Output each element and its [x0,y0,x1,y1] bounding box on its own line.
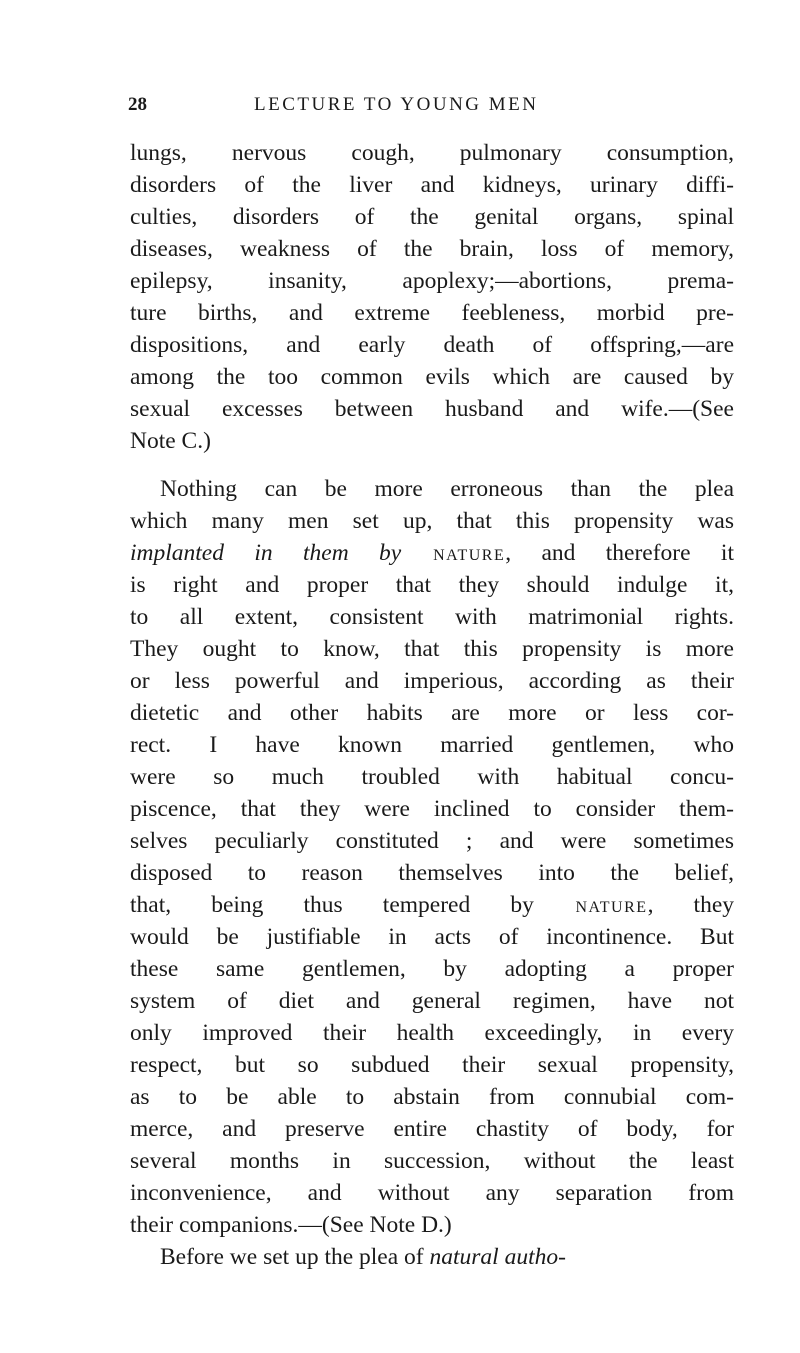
text-line: is right and proper that they should indulge it, [130,572,734,598]
page-number: 28 [128,94,147,115]
italic-phrase: implanted in them by [130,540,402,566]
italic-phrase: natural autho- [423,1244,566,1270]
text-line: piscence, that they were inclined to consider them- [130,796,734,822]
text-line: culties, disorders of the genital organs, spinal [130,204,734,230]
text-line: Nothing can be more erroneous than the plea [160,476,734,502]
text-line [160,1241,734,1273]
text-line: respect, but so subdued their sexual propensity, [130,1052,734,1078]
text-line: or less powerful and imperious, according as their [130,668,734,694]
text-line: lungs, nervous cough, pulmonary consumption, [130,140,734,166]
text-line: were so much troubled with habitual concu- [130,764,734,790]
text-line: rect. I have known married gentlemen, who [130,732,734,758]
small-caps-word: nature [533,892,648,918]
text-line: among the too common evils which are caused by [130,364,734,390]
text-line: diseases, weakness of the brain, loss of memory, [130,236,734,262]
text-line [130,537,734,569]
line-start: Before we set up the plea of [160,1244,424,1270]
line-start: that, being thus tempered by [130,892,534,918]
line-rest: , and therefore it [505,540,734,566]
text-line: selves peculiarly constituted ; and were sometimes [130,828,734,854]
text-line: dispositions, and early death of offspring,—are [130,332,734,358]
small-caps-word: nature [401,540,506,566]
text-line: which many men set up, that this propensity was [130,508,734,534]
text-line: disorders of the liver and kidneys, urinary diffi- [130,172,734,198]
text-line: several months in succession, without the least [130,1148,734,1174]
text-line: merce, and preserve entire chastity of body, for [130,1116,734,1142]
text-line: sexual excesses between husband and wife.—(See [130,396,734,422]
text-line: ture births, and extreme feebleness, morbid pre- [130,300,734,326]
text-line: dietetic and other habits are more or less cor- [130,700,734,726]
text-line: would be justifiable in acts of incontinence. But [130,924,734,950]
text-line: these same gentlemen, by adopting a proper [130,956,734,982]
text-line: to all extent, consistent with matrimonial rights. [130,604,734,630]
text-line: only improved their health exceedingly, in every [130,1020,734,1046]
text-line [130,889,734,921]
running-title: LECTURE TO YOUNG MEN [254,94,539,115]
text-line: disposed to reason themselves into the belief, [130,860,734,886]
text-line: Note C.) [130,428,211,454]
line-rest: , they [647,892,734,918]
running-head [128,94,730,120]
text-line: system of diet and general regimen, have not [130,988,734,1014]
text-line: their companions.—(See Note D.) [130,1212,452,1238]
text-line: inconvenience, and without any separation from [130,1180,734,1206]
text-line: They ought to know, that this propensity is more [130,636,734,662]
text-line: as to be able to abstain from connubial com- [130,1084,734,1110]
text-line: epilepsy, insanity, apoplexy;—abortions, prema- [130,268,734,294]
